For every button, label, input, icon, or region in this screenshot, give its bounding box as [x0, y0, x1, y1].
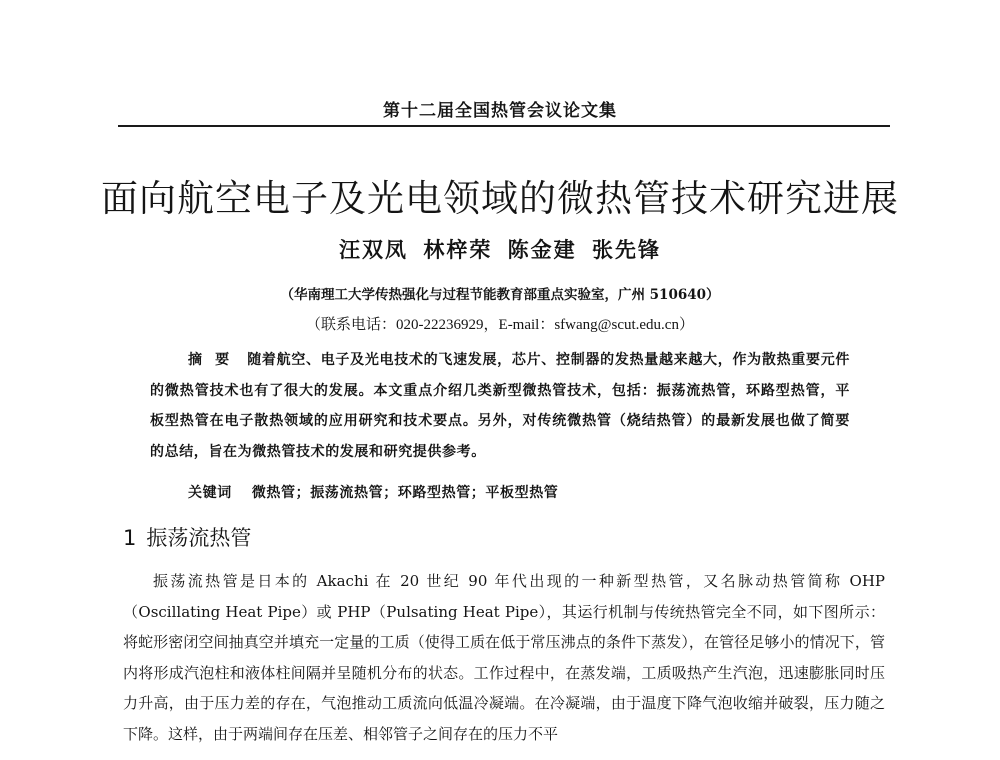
keywords-label: 关键词	[188, 485, 232, 501]
author-list: 汪双凤 林梓荣 陈金建 张先锋	[339, 237, 661, 262]
contact-info: （联系电话：020-22236929，E-mail：sfwang@scut.edu.cn）	[306, 317, 694, 333]
abstract-text: 随着航空、电子及光电技术的飞速发展，芯片、控制器的发热量越来越大，作为散热重要元件的微热管技术也有了很大的发展。本文重点介绍几类新型微热管技术，包括：振荡流热管，环路型热管，平板型热管在电子散热领域的应用研究和技术要点。另外，对传统微热管（烧结热管）的最新发展也做了简要的总结，旨在为微热管技术的发展和研究提供参考。	[150, 352, 851, 460]
abstract	[150, 345, 850, 467]
section-title: 振荡流热管	[146, 526, 252, 550]
section-number: 1	[123, 526, 137, 550]
section-heading	[123, 522, 251, 552]
header-rule	[118, 125, 890, 127]
abstract-label: 摘 要	[188, 352, 234, 368]
keywords-text: 微热管；振荡流热管；环路型热管；平板型热管	[251, 485, 559, 501]
paper-title: 面向航空电子及光电领域的微热管技术研究进展	[101, 177, 899, 220]
running-header: 第十二届全国热管会议论文集	[383, 101, 617, 121]
body-paragraph: 振荡流热管是日本的 Akachi 在 20 世纪 90 年代出现的一种新型热管，又名脉动热管简称 OHP（Oscillating Heat Pipe）或 PHP（Pulsating Heat Pipe），其运行机制与传统热管完全不同，如下图所示：将蛇形密闭空间抽真空并填充一定量的工质（使得工质在低于常压沸点的条件下蒸发），在管径足够小的情况下，管内将形成汽泡柱和液体柱间隔并呈随机分布的状态。工作过程中，在蒸发端，工质吸热产生汽泡，迅速膨胀同时压力升高，由于压力差的存在，气泡推动工质流向低温冷凝端。在冷凝端，由于温度下降气泡收缩并破裂，压力随之下降。这样，由于两端间存在压差、相邻管子之间存在的压力不平	[123, 572, 885, 743]
keywords	[188, 482, 558, 502]
affiliation: （华南理工大学传热强化与过程节能教育部重点实验室，广州 510640）	[280, 287, 720, 303]
